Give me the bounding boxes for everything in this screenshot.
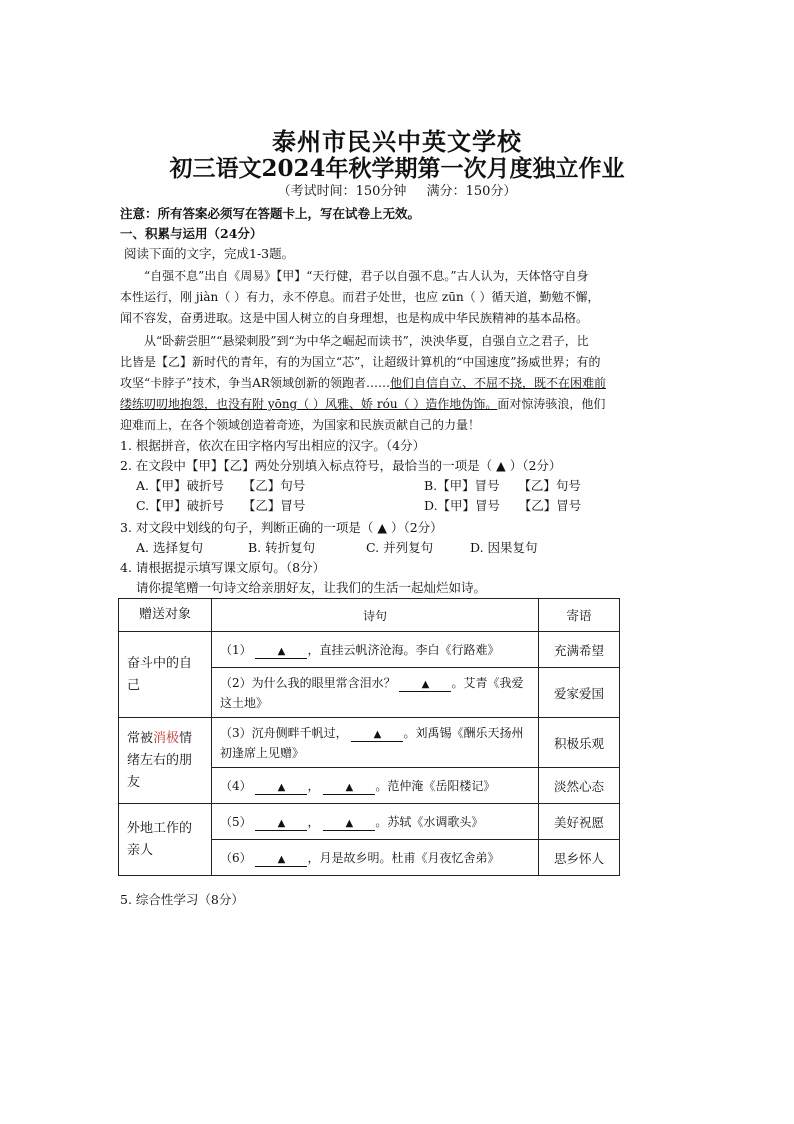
q4-intro: 请你提笔赠一句诗文给亲朋好友，让我们的生活一起灿烂如诗。 xyxy=(136,580,487,595)
target-friend-highlight: 消极 xyxy=(153,730,180,746)
section-title: 一、积累与运用（24分） xyxy=(120,226,263,241)
p2-line-1: 从“卧薪尝胆”“悬梁刺股”到“为中华之崛起而读书”，泱泱华夏，自强自立之君子，比 xyxy=(144,334,589,348)
underlined-sentence-a: 他们自信自立、不屈不挠，既不在困难前 xyxy=(389,376,606,390)
poem-5-mid: ， xyxy=(307,814,320,829)
answer-blank[interactable]: ▲ xyxy=(323,818,375,831)
exam-time: （考试时间：150分钟 xyxy=(277,184,407,199)
poem-1-post: ，直挂云帆济沧海。李白《行路难》 xyxy=(307,642,500,657)
q2-option-a: A.【甲】破折号 【乙】句号 xyxy=(136,478,306,493)
table-row xyxy=(119,632,620,668)
answer-blank[interactable]: ▲ xyxy=(399,679,451,692)
remark-1: 充满希望 xyxy=(539,632,620,668)
exam-title: 初三语文2024年秋学期第一次月度独立作业 xyxy=(169,155,625,182)
target-self: 奋斗中的自己 xyxy=(119,632,212,718)
poem-2-pre: （2）为什么我的眼里常含泪水？ xyxy=(220,675,396,690)
poem-6-pre: （6） xyxy=(220,850,252,865)
table-row xyxy=(119,804,620,840)
answer-blank[interactable]: ▲ xyxy=(255,818,307,831)
p2-line-2: 比皆是【乙】新时代的青年，有的为国立“芯”，让超级计算机的“中国速度”扬威世界；有的 xyxy=(120,355,601,369)
poem-4-post: 。范仲淹《岳阳楼记》 xyxy=(375,778,496,793)
table-row xyxy=(119,718,620,768)
poem-1-pre: （1） xyxy=(220,642,252,657)
q3-option-b: B. 转折复句 xyxy=(248,540,316,555)
exam-info xyxy=(0,180,794,199)
remark-6: 思乡怀人 xyxy=(539,840,620,876)
question-2: 2. 在文段中【甲】【乙】两处分别填入标点符号，最恰当的一项是（ ▲ ）（2分） xyxy=(120,458,562,473)
p1-line-2: 本性运行，刚 jiàn（ ）有力，永不停息。而君子处世，也应 zūn（ ）循天道，勤勉不懈， xyxy=(120,290,600,304)
header-poem: 诗句 xyxy=(212,599,539,632)
q2-option-c: C.【甲】破折号 【乙】冒号 xyxy=(136,498,306,513)
p2-line-4 xyxy=(120,394,680,415)
q3-option-c: C. 并列复句 xyxy=(366,540,434,555)
answer-blank[interactable]: ▲ xyxy=(255,646,307,659)
p1-line-1: “自强不息”出自《周易》【甲】“天行健，君子以自强不息。”古人认为，天体恪守自身 xyxy=(144,269,589,283)
q2-option-d: D.【甲】冒号 【乙】冒号 xyxy=(424,498,582,513)
answer-blank[interactable]: ▲ xyxy=(351,729,403,742)
school-name: 泰州市民兴中英文学校 xyxy=(272,127,522,156)
reading-instruction: 阅读下面的文字，完成1-3题。 xyxy=(124,246,295,261)
remark-4: 淡然心态 xyxy=(539,768,620,804)
paragraph-1 xyxy=(120,266,680,287)
q3-option-a: A. 选择复句 xyxy=(136,540,203,555)
poem-cell-1 xyxy=(212,632,539,668)
p2-line-4b: 面对惊涛骇浪，他们 xyxy=(497,397,606,411)
p2-line-3 xyxy=(120,373,680,394)
poem-cell-5 xyxy=(212,804,539,840)
p2-line-5: 迎难而上，在各个领域创造着奇迹，为国家和民族贡献自己的力量！ xyxy=(120,418,481,432)
question-5: 5. 综合性学习（8分） xyxy=(120,892,244,907)
q2-option-b: B.【甲】冒号 【乙】句号 xyxy=(424,478,581,493)
question-4: 4. 请根据提示填写课文原句。（8分） xyxy=(120,560,326,575)
poem-5-pre: （5） xyxy=(220,814,252,829)
answer-blank[interactable]: ▲ xyxy=(255,854,307,867)
poem-cell-2 xyxy=(212,668,539,718)
notice: 注意：所有答案必须写在答题卡上，写在试卷上无效。 xyxy=(120,206,421,221)
poem-3-post: 。刘禹锡《酬乐天扬州初逢席上见赠》 xyxy=(220,725,524,760)
poem-2-post: 。艾青《我爱这土地》 xyxy=(220,675,524,710)
p1-line-3: 闻不容发，奋勇进取。这是中国人树立的自身理想，也是构成中华民族精神的基本品格。 xyxy=(120,311,589,325)
header-remark: 寄语 xyxy=(539,599,620,632)
exam-score: 满分：150分） xyxy=(426,184,517,199)
poem-5-post: 。苏轼《水调歌头》 xyxy=(375,814,484,829)
remark-3: 积极乐观 xyxy=(539,718,620,768)
poem-cell-4 xyxy=(212,768,539,804)
poem-3-pre: （3）沉舟侧畔千帆过， xyxy=(220,725,348,740)
remark-5: 美好祝愿 xyxy=(539,804,620,840)
poem-table xyxy=(118,598,620,876)
poem-6-post: ，月是故乡明。杜甫《月夜忆舍弟》 xyxy=(307,850,500,865)
underlined-sentence-b: 缕练叨叨地抱怨，也没有附 yōng（ ）风雅、娇 róu（ ）造作地伪饰。 xyxy=(120,397,498,411)
p2-line-3a: 攻坚“卡脖子”技术，争当AR领域创新的领跑者…… xyxy=(120,376,390,390)
question-3: 3. 对文段中划线的句子，判断正确的一项是（ ▲ ）（2分） xyxy=(120,520,443,535)
target-friend-b: 情绪左右的朋友 xyxy=(127,730,193,790)
header-target: 赠送对象 xyxy=(119,599,212,632)
target-friend xyxy=(119,718,212,804)
poem-cell-3 xyxy=(212,718,539,768)
target-friend-a: 常被 xyxy=(127,730,154,746)
table-header-row xyxy=(119,599,620,632)
answer-blank[interactable]: ▲ xyxy=(323,782,375,795)
q3-option-d: D. 因果复句 xyxy=(470,540,538,555)
answer-blank[interactable]: ▲ xyxy=(255,782,307,795)
target-relative: 外地工作的亲人 xyxy=(119,804,212,876)
question-1: 1. 根据拼音，依次在田字格内写出相应的汉字。（4分） xyxy=(120,438,426,453)
remark-2: 爱家爱国 xyxy=(539,668,620,718)
poem-cell-6 xyxy=(212,840,539,876)
poem-4-mid: ， xyxy=(307,778,320,793)
poem-4-pre: （4） xyxy=(220,778,252,793)
